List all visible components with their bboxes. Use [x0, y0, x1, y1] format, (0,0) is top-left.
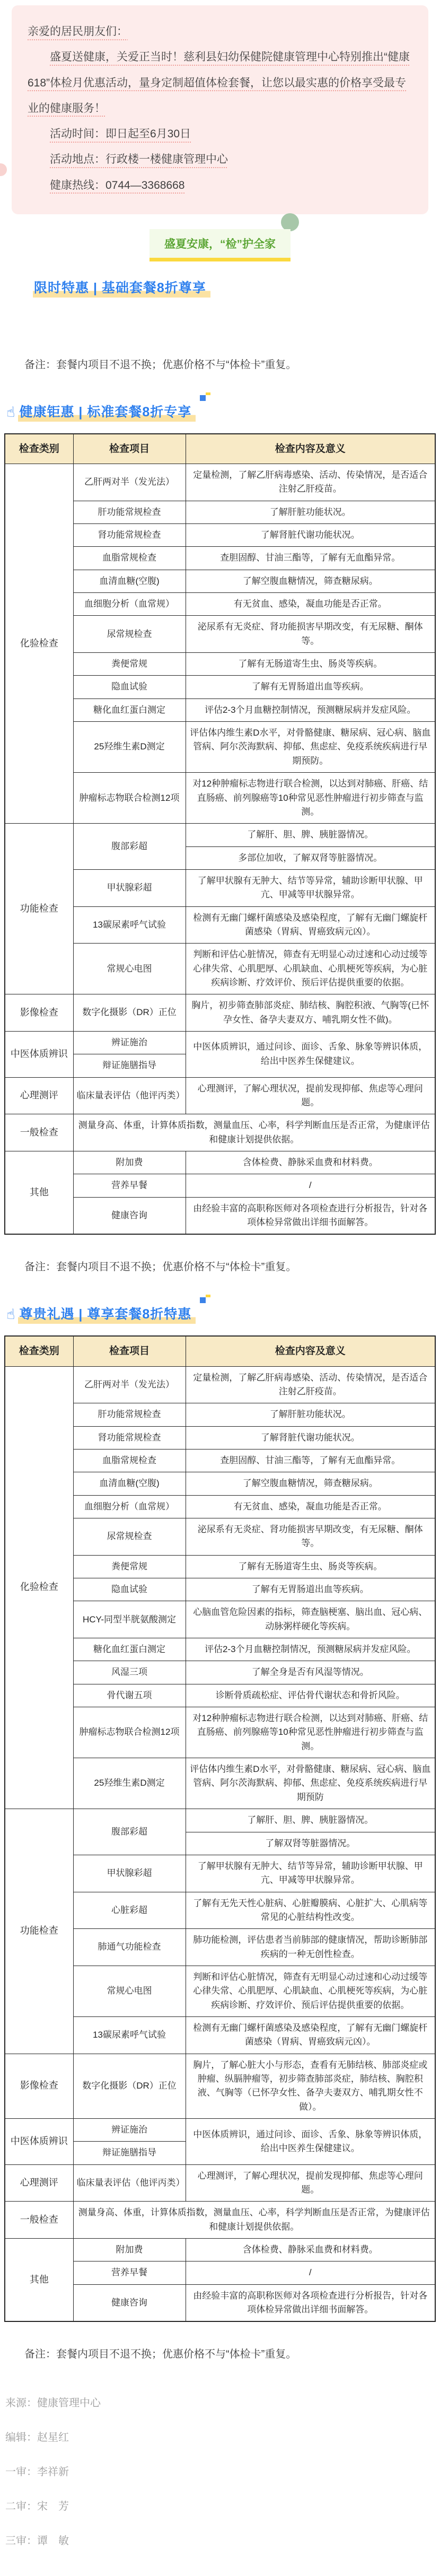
column-header: 检查内容及意义 [186, 434, 435, 464]
content-cell: 了解有无胃肠道出血等疾病。 [186, 676, 435, 698]
item-cell: 肺通气功能检查 [73, 1929, 186, 1966]
content-cell: 查胆固醇、甘油三酯等，了解有无血酯异常。 [186, 547, 435, 570]
notice-body: 盛夏送健康，关爱正当时！慈利县妇幼保健院健康管理中心特别推出“健康618”体检月优惠活动，量身定制超值体检套餐，让您以最实惠的价格享受最专业的健康服务！ [28, 51, 410, 115]
content-cell: 由经验丰富的高职称医师对各项检查进行分析报告，针对各项体检异常做出详细书面解答。 [186, 2284, 435, 2321]
item-cell: 肿瘤标志物联合检测12项 [73, 1707, 186, 1758]
item-cell: 尿常规检查 [73, 616, 186, 653]
item-cell: 附加费 [73, 2239, 186, 2261]
table-row [5, 1366, 435, 1403]
category-cell: 功能检查 [5, 1809, 73, 2054]
content-cell: 了解空腹血糖情况，筛查糖尿病。 [186, 570, 435, 592]
section-basic-package [33, 280, 440, 299]
item-cell: 25羟维生素D测定 [73, 722, 186, 773]
section-title-standard: 健康钜惠 | 标准套餐8折专享 [18, 404, 196, 423]
item-cell: 辨证施治 [73, 1031, 186, 1054]
item-cell: 13碳尿素呼气试验 [73, 2016, 186, 2054]
content-cell: 由经验丰富的高职称医师对各项检查进行分析报告，针对各项体检异常做出详细书面解答。 [186, 1197, 435, 1234]
content-cell: 了解肝脏功能状况。 [186, 1403, 435, 1426]
content-cell: 对12种肿瘤标志物进行联合检测，以达到对肺癌、肝癌、结直肠癌、前列腺癌等10种常见恶性肿瘤进行初步筛查与监测。 [186, 1707, 435, 1758]
content-cell: 检测有无幽门螺杆菌感染及感染程度，了解有无幽门螺旋杆菌感染（胃病、胃癌致病元凶）。 [186, 906, 435, 944]
blue-square-decoration [200, 1297, 206, 1303]
table-row [5, 824, 435, 846]
content-cell: 泌尿系有无炎症、肾功能损害早期改变，有无尿糖、酮体等。 [186, 616, 435, 653]
table-header-row [5, 1336, 435, 1366]
item-cell: 常规心电图 [73, 944, 186, 994]
item-cell: HCY-同型半胱氨酸测定 [73, 1601, 186, 1638]
content-cell: 了解有无胃肠道出血等疾病。 [186, 1578, 435, 1601]
item-cell: 血细胞分析（血常规） [73, 1495, 186, 1518]
content-cell: 评估2-3个月血糖控制情况，预测糖尿病并发症风险。 [186, 1638, 435, 1661]
table-row [5, 2054, 435, 2118]
content-cell: 判断和评估心脏情况，筛查有无明显心动过速和心动过缓等心律失常、心肌肥厚、心肌缺血、心肌梗死等疾病，为心脏疾病诊断、疗效评价、预后评估提供重要的依据。 [186, 1966, 435, 2016]
missing-image-placeholder [0, 299, 440, 350]
item-cell: 肝功能常规检查 [73, 501, 186, 523]
item-cell: 肾功能常规检查 [73, 524, 186, 547]
section-title-basic: 限时特惠 | 基础套餐8折尊享 [33, 280, 210, 299]
notice-place: 活动地点：行政楼一楼健康管理中心 [50, 153, 228, 166]
content-cell: 有无贫血、感染，凝血功能是否正常。 [186, 593, 435, 616]
item-cell: 血脂常规检查 [73, 547, 186, 570]
item-cell: 肝功能常规检查 [73, 1403, 186, 1426]
remark-standard: 备注：套餐内项目不退不换；优惠价格不与“体检卡”重复。 [24, 1261, 297, 1273]
content-cell: 查胆固醇、甘油三酯等，了解有无血酯异常。 [186, 1449, 435, 1472]
category-cell: 心理测评 [5, 1077, 73, 1114]
content-cell: 含体检费、静脉采血费和材料费。 [186, 2239, 435, 2261]
item-cell: 辩证施膳指导 [73, 1054, 186, 1077]
content-cell: 胸片，了解心脏大小与形态，查看有无肺结核、肺部炎症或肿瘤、纵膈肿瘤等，初步筛查肺部炎症，肺结核、胸腔积液、气胸等（已怀孕女性、备孕夫妻双方、哺乳期女性不做）。 [186, 2054, 435, 2118]
content-cell: 定量检测，了解乙肝病毒感染、活动、传染情况，是否适合注射乙肝疫苗。 [186, 464, 435, 501]
content-cell: 了解双肾等脏器情况。 [186, 1832, 435, 1855]
item-cell: 腹部彩超 [73, 1809, 186, 1855]
item-cell: 健康咨询 [73, 1197, 186, 1234]
item-cell: 数字化摄影（DR）正位 [73, 2054, 186, 2118]
column-header: 检查类别 [5, 1336, 73, 1366]
remark-premium: 备注：套餐内项目不退不换；优惠价格不与“体检卡”重复。 [24, 2348, 297, 2361]
section-title-premium: 尊贵礼遇 | 尊享套餐8折特惠 [18, 1306, 196, 1325]
content-cell: 评估体内维生素D水平，对骨骼健康、糖尿病、冠心病、脑血管病、阿尔茨海默病、抑郁、焦虑症、免疫系统疾病进行早期预防 [186, 1758, 435, 1809]
item-cell: 血细胞分析（血常规） [73, 593, 186, 616]
credit-review1: 一审：李祥新 [5, 2466, 69, 2478]
content-cell: 了解甲状腺有无肿大、结节等异常，辅助诊断甲状腺、甲亢、甲减等甲状腺异常。 [186, 869, 435, 906]
item-cell: 营养早餐 [73, 1174, 186, 1197]
content-cell: 了解肾脏代谢功能状况。 [186, 524, 435, 547]
content-cell: 评估2-3个月血糖控制情况，预测糖尿病并发症风险。 [186, 698, 435, 721]
notice-time: 活动时间：即日起至6月30日 [50, 128, 191, 141]
pointing-hand-icon: ☝ [6, 404, 15, 420]
category-cell: 化验检查 [5, 1366, 73, 1809]
item-cell: 甲状腺彩超 [73, 1855, 186, 1892]
pink-circle-decoration [0, 163, 7, 176]
category-cell: 心理测评 [5, 2164, 73, 2202]
table-row [5, 1031, 435, 1054]
table-row [5, 2202, 435, 2239]
table-row [5, 1151, 435, 1174]
item-cell: 营养早餐 [73, 2261, 186, 2284]
table-row [5, 2239, 435, 2261]
item-cell: 隐血试验 [73, 676, 186, 698]
content-cell: / [186, 1174, 435, 1197]
slogan-text: 盛夏安康，“检”护全家 [149, 229, 291, 258]
item-cell: 糖化血红蛋白测定 [73, 1638, 186, 1661]
credit-review3: 三审：谭 敏 [5, 2535, 69, 2547]
category-cell: 中医体质辨识 [5, 2119, 73, 2165]
item-cell: 肿瘤标志物联合检测12项 [73, 773, 186, 824]
credit-review2: 二审：宋 芳 [5, 2501, 69, 2513]
content-cell: 评估体内维生素D水平，对骨骼健康、糖尿病、冠心病、脑血管病、阿尔茨海默病、抑郁、焦虑症、免疫系统疾病进行早期预防。 [186, 722, 435, 773]
item-cell: 肾功能常规检查 [73, 1426, 186, 1449]
item-cell: 腹部彩超 [73, 824, 186, 870]
column-header: 检查项目 [73, 1336, 186, 1366]
item-cell: 粪便常规 [73, 653, 186, 676]
item-cell: 甲状腺彩超 [73, 869, 186, 906]
category-cell: 化验检查 [5, 464, 73, 824]
notice-greeting: 亲爱的居民朋友们： [28, 25, 128, 38]
item-cell: 辩证施膳指导 [73, 2142, 186, 2164]
credit-source: 来源：健康管理中心 [5, 2397, 101, 2409]
item-cell: 乙肝两对半（发光法） [73, 1366, 186, 1403]
item-cell: 糖化血红蛋白测定 [73, 698, 186, 721]
premium-package-table [4, 1335, 436, 2322]
content-cell: 定量检测，了解乙肝病毒感染、活动、传染情况，是否适合注射乙肝疫苗。 [186, 1366, 435, 1403]
remark-basic: 备注：套餐内项目不退不换；优惠价格不与“体检卡”重复。 [24, 359, 297, 371]
section-premium-package [6, 1306, 440, 1325]
content-cell: 对12种肿瘤标志物进行联合检测，以达到对肺癌、肝癌、结直肠癌、前列腺癌等10种常见恶性肿瘤进行初步筛查与监测。 [186, 773, 435, 824]
content-cell: 胸片，初步筛查肺部炎症、肺结核、胸腔积液、气胸等(已怀孕女性、备孕夫妻双方、哺乳期女性不做)。 [186, 994, 435, 1032]
item-cell: 粪便常规 [73, 1555, 186, 1578]
content-cell: 了解肝、胆、脾、胰脏器情况。 [186, 824, 435, 846]
column-header: 检查内容及意义 [186, 1336, 435, 1366]
table-row [5, 1809, 435, 1832]
table-header-row [5, 434, 435, 464]
content-cell: 心脑血管危险因素的指标，筛查脑梗塞、脑出血、冠心病、动脉粥样硬化等疾病。 [186, 1601, 435, 1638]
credit-editor: 编辑：赵星红 [5, 2432, 69, 2444]
category-cell: 中医体质辨识 [5, 1031, 73, 1077]
item-cell: 25羟维生素D测定 [73, 1758, 186, 1809]
content-cell: 判断和评估心脏情况，筛查有无明显心动过速和心动过缓等心律失常、心肌肥厚、心肌缺血、心肌梗死等疾病，为心脏疾病诊断、疗效评价、预后评估提供重要的依据。 [186, 944, 435, 994]
content-cell: 了解肾脏代谢功能状况。 [186, 1426, 435, 1449]
item-cell: 13碳尿素呼气试验 [73, 906, 186, 944]
table-row [5, 1114, 435, 1151]
content-cell: 含体检费、静脉采血费和材料费。 [186, 1151, 435, 1174]
item-cell: 风湿三项 [73, 1661, 186, 1684]
category-cell: 其他 [5, 2239, 73, 2322]
table-row [5, 2164, 435, 2202]
item-cell: 血清血糖(空腹) [73, 570, 186, 592]
content-cell: 中医体质辨识，通过问诊、面诊、舌象、脉象等辨识体质，给出中医养生保健建议。 [186, 2119, 435, 2165]
content-cell: 了解肝、胆、脾、胰脏器情况。 [186, 1809, 435, 1832]
category-cell: 其他 [5, 1151, 73, 1235]
category-cell: 影像检查 [5, 994, 73, 1032]
content-cell: 检测有无幽门螺杆菌感染及感染程度，了解有无幽门螺旋杆菌感染（胃病、胃癌致病元凶）。 [186, 2016, 435, 2054]
item-cell: 乙肝两对半（发光法） [73, 464, 186, 501]
green-circle-decoration [281, 213, 299, 231]
item-cell: 附加费 [73, 1151, 186, 1174]
content-cell: 泌尿系有无炎症、肾功能损害早期改变，有无尿糖、酮体等。 [186, 1518, 435, 1556]
content-cell: 了解甲状腺有无肿大、结节等异常，辅助诊断甲状腺、甲亢、甲减等甲状腺异常。 [186, 1855, 435, 1892]
category-cell: 一般检查 [5, 2202, 73, 2239]
content-cell: 肺功能检测，评估患者当前肺部的健康情况，帮助诊断肺部疾病的一种无创性检查。 [186, 1929, 435, 1966]
content-cell: 了解有无先天性心脏病、心脏瓣膜病、心脏扩大、心肌病等常见的心脏结构性改变。 [186, 1892, 435, 1929]
content-cell: 有无贫血、感染，凝血功能是否正常。 [186, 1495, 435, 1518]
item-cell: 临床量表评估（他评丙类） [73, 1077, 186, 1114]
category-cell: 一般检查 [5, 1114, 73, 1151]
content-cell: / [186, 2261, 435, 2284]
item-cell: 骨代谢五项 [73, 1684, 186, 1707]
column-header: 检查项目 [73, 434, 186, 464]
column-header: 检查类别 [5, 434, 73, 464]
pointing-hand-icon: ☝ [6, 1306, 15, 1323]
item-cell: 血清血糖(空腹) [73, 1472, 186, 1495]
notice-hotline: 健康热线：0744—3368668 [50, 179, 185, 191]
content-cell: 中医体质辨识，通过问诊、面诊、舌象、脉象等辨识体质，给出中医养生保健建议。 [186, 1031, 435, 1077]
table-row [5, 994, 435, 1032]
content-cell: 心理测评，了解心理状况，提前发现抑郁、焦虑等心理问题。 [186, 2164, 435, 2202]
content-cell: 心理测评，了解心理状况，提前发现抑郁、焦虑等心理问题。 [186, 1077, 435, 1114]
content-cell: 了解空腹血糖情况，筛查糖尿病。 [186, 1472, 435, 1495]
item-cell: 健康咨询 [73, 2284, 186, 2321]
content-cell: 测量身高、体重，计算体质指数，测量血压、心率，科学判断血压是否正常，为健康评估和健康计划提供依据。 [73, 2202, 435, 2239]
table-row [5, 1077, 435, 1114]
item-cell: 尿常规检查 [73, 1518, 186, 1556]
table-row [5, 464, 435, 501]
blue-square-decoration [200, 395, 206, 401]
item-cell: 心脏彩超 [73, 1892, 186, 1929]
table-row [5, 2119, 435, 2142]
item-cell: 血脂常规检查 [73, 1449, 186, 1472]
slogan-banner [149, 229, 291, 261]
item-cell: 隐血试验 [73, 1578, 186, 1601]
content-cell: 测量身高、体重，计算体质指数，测量血压、心率，科学判断血压是否正常，为健康评估和健康计划提供依据。 [73, 1114, 435, 1151]
standard-package-table [4, 433, 436, 1235]
notice-box [12, 5, 428, 214]
content-cell: 了解肝脏功能状况。 [186, 501, 435, 523]
item-cell: 常规心电图 [73, 1966, 186, 2016]
category-cell: 功能检查 [5, 824, 73, 994]
content-cell: 了解全身是否有风湿等情况。 [186, 1661, 435, 1684]
item-cell: 数字化摄影（DR）正位 [73, 994, 186, 1032]
category-cell: 影像检查 [5, 2054, 73, 2118]
banner-underline-bar [149, 258, 291, 261]
content-cell: 诊断骨质疏松症、评估骨代谢状态和骨折风险。 [186, 1684, 435, 1707]
item-cell: 临床量表评估（他评丙类） [73, 2164, 186, 2202]
content-cell: 多部位加收，了解双肾等脏器情况。 [186, 846, 435, 869]
content-cell: 了解有无肠道寄生虫、肠炎等疾病。 [186, 653, 435, 676]
content-cell: 了解有无肠道寄生虫、肠炎等疾病。 [186, 1555, 435, 1578]
item-cell: 辨证施治 [73, 2119, 186, 2142]
section-standard-package [6, 404, 440, 423]
credits-block [5, 2394, 440, 2547]
